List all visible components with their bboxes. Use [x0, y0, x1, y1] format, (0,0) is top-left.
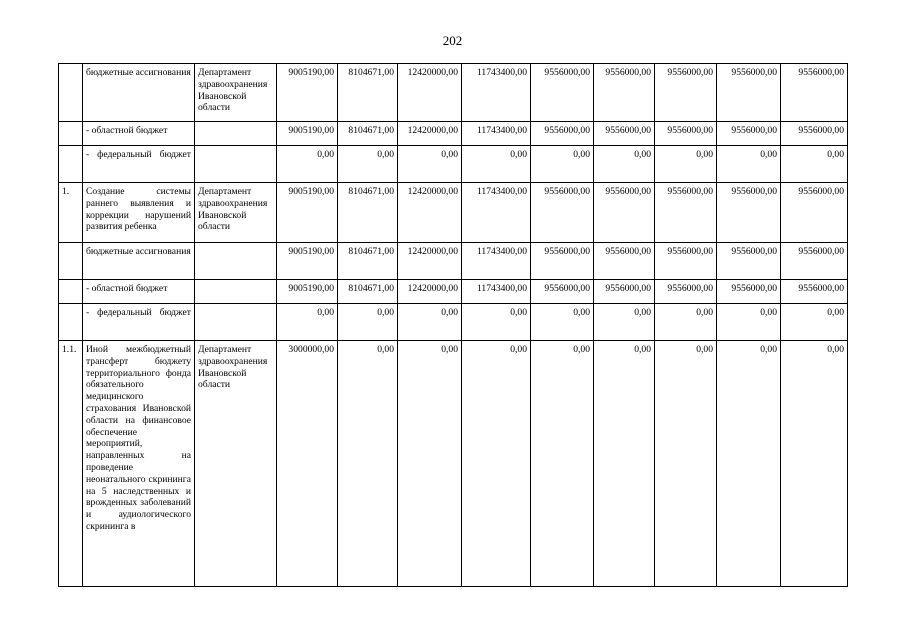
value-cell: 9556000,00: [781, 122, 848, 146]
value-cell: 11743400,00: [462, 183, 531, 243]
value-cell: 9005190,00: [277, 64, 338, 122]
row-number: 1.: [59, 183, 83, 243]
value-cell: 0,00: [462, 304, 531, 341]
row-number: [59, 243, 83, 280]
row-executor: Департамент здравоохранения Ивановской области: [195, 64, 277, 122]
value-cell: 0,00: [655, 146, 717, 183]
value-cell: 12420000,00: [398, 183, 462, 243]
value-cell: 11743400,00: [462, 243, 531, 280]
table-row: [59, 304, 848, 341]
value-cell: 0,00: [655, 304, 717, 341]
value-cell: 0,00: [398, 341, 462, 587]
value-cell: 9556000,00: [531, 64, 594, 122]
value-cell: 11743400,00: [462, 280, 531, 304]
row-name: - федеральный бюджет: [83, 304, 195, 341]
row-executor: Департамент здравоохранения Ивановской области: [195, 341, 277, 587]
value-cell: 8104671,00: [338, 183, 398, 243]
value-cell: 0,00: [462, 341, 531, 587]
value-cell: 8104671,00: [338, 280, 398, 304]
value-cell: 0,00: [338, 341, 398, 587]
budget-table: [58, 63, 848, 587]
value-cell: 9556000,00: [594, 122, 655, 146]
value-cell: 9556000,00: [717, 183, 781, 243]
row-number: 1.1.: [59, 341, 83, 587]
value-cell: 9556000,00: [531, 243, 594, 280]
row-executor: [195, 243, 277, 280]
value-cell: 0,00: [277, 146, 338, 183]
value-cell: 9556000,00: [781, 64, 848, 122]
row-executor: [195, 280, 277, 304]
value-cell: 8104671,00: [338, 243, 398, 280]
row-executor: [195, 146, 277, 183]
table-row: [59, 243, 848, 280]
table-row: [59, 183, 848, 243]
value-cell: 0,00: [531, 146, 594, 183]
value-cell: 0,00: [717, 146, 781, 183]
value-cell: 9556000,00: [717, 122, 781, 146]
value-cell: 0,00: [398, 146, 462, 183]
value-cell: 0,00: [781, 341, 848, 587]
row-name: бюджетные ассигнования: [83, 243, 195, 280]
value-cell: 0,00: [655, 341, 717, 587]
value-cell: 0,00: [277, 304, 338, 341]
value-cell: 9556000,00: [655, 280, 717, 304]
value-cell: 0,00: [717, 304, 781, 341]
value-cell: 9556000,00: [781, 183, 848, 243]
row-name: - федеральный бюджет: [83, 146, 195, 183]
value-cell: 9556000,00: [655, 243, 717, 280]
value-cell: 9556000,00: [717, 64, 781, 122]
row-name: - областной бюджет: [83, 122, 195, 146]
value-cell: 0,00: [717, 341, 781, 587]
value-cell: 9556000,00: [781, 280, 848, 304]
row-number: [59, 146, 83, 183]
row-number: [59, 122, 83, 146]
value-cell: 8104671,00: [338, 64, 398, 122]
value-cell: 9556000,00: [594, 243, 655, 280]
row-executor: Департамент здравоохранения Ивановской области: [195, 183, 277, 243]
value-cell: 12420000,00: [398, 122, 462, 146]
value-cell: 0,00: [531, 304, 594, 341]
value-cell: 9556000,00: [781, 243, 848, 280]
value-cell: 9556000,00: [655, 122, 717, 146]
value-cell: 9556000,00: [717, 243, 781, 280]
value-cell: 9556000,00: [655, 183, 717, 243]
table-row: [59, 122, 848, 146]
value-cell: 0,00: [338, 146, 398, 183]
table-row: [59, 64, 848, 122]
value-cell: 9005190,00: [277, 183, 338, 243]
value-cell: 9556000,00: [531, 122, 594, 146]
row-name: Иной межбюджетный трансферт бюджету территориального фонда обязательного медицинского страхования Ивановской области на финансовое обеспечение мероприятий, направленных на проведение неонатального скрининга на 5 наследственных и врожденных заболеваний и аудиологического скрининга в: [83, 341, 195, 587]
value-cell: 9005190,00: [277, 243, 338, 280]
value-cell: 9005190,00: [277, 122, 338, 146]
value-cell: 0,00: [398, 304, 462, 341]
value-cell: 0,00: [781, 304, 848, 341]
value-cell: 12420000,00: [398, 64, 462, 122]
value-cell: 0,00: [594, 341, 655, 587]
value-cell: 9556000,00: [594, 183, 655, 243]
value-cell: 0,00: [594, 304, 655, 341]
table-row: [59, 341, 848, 587]
value-cell: 0,00: [338, 304, 398, 341]
row-number: [59, 64, 83, 122]
value-cell: 0,00: [594, 146, 655, 183]
row-name: - областной бюджет: [83, 280, 195, 304]
value-cell: 12420000,00: [398, 280, 462, 304]
value-cell: 0,00: [781, 146, 848, 183]
row-name: Создание системы раннего выявления и коррекции нарушений развития ребенка: [83, 183, 195, 243]
value-cell: 9556000,00: [594, 64, 655, 122]
value-cell: 9556000,00: [594, 280, 655, 304]
row-number: [59, 304, 83, 341]
table-row: [59, 280, 848, 304]
row-executor: [195, 304, 277, 341]
row-executor: [195, 122, 277, 146]
value-cell: 0,00: [531, 341, 594, 587]
value-cell: 12420000,00: [398, 243, 462, 280]
value-cell: 8104671,00: [338, 122, 398, 146]
table-row: [59, 146, 848, 183]
value-cell: 3000000,00: [277, 341, 338, 587]
value-cell: 9556000,00: [717, 280, 781, 304]
value-cell: 9556000,00: [655, 64, 717, 122]
value-cell: 9556000,00: [531, 280, 594, 304]
value-cell: 11743400,00: [462, 122, 531, 146]
row-number: [59, 280, 83, 304]
value-cell: 0,00: [462, 146, 531, 183]
value-cell: 11743400,00: [462, 64, 531, 122]
page-number: 202: [442, 33, 463, 48]
value-cell: 9005190,00: [277, 280, 338, 304]
value-cell: 9556000,00: [531, 183, 594, 243]
row-name: бюджетные ассигнования: [83, 64, 195, 122]
